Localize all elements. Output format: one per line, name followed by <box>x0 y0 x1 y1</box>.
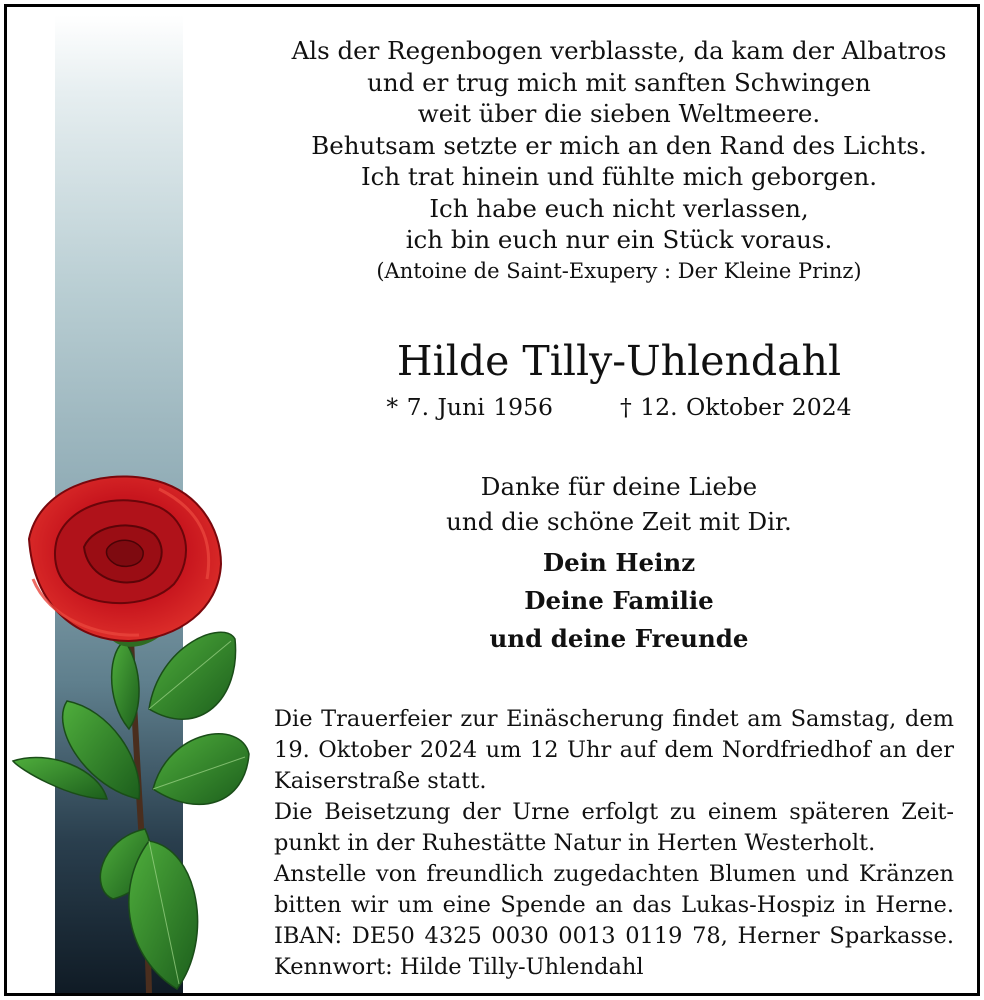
info-line: Kaiserstraße statt. <box>274 768 487 794</box>
poem-line: weit über die sieben Weltmeere. <box>417 99 821 128</box>
keyword-line: Kennwort: Hilde Tilly-Uhlendahl <box>274 954 644 980</box>
thanks-text <box>269 469 969 539</box>
info-line: punkt in der Ruhestätte Natur in Herten Westerholt. <box>274 830 876 856</box>
info-line: Die Beisetzung der Urne erfolgt zu einem späteren Zeit- <box>274 799 954 825</box>
info-line: Anstelle von freundlich zugedachten Blumen und Kränzen <box>274 861 954 887</box>
signer: Dein Heinz <box>542 548 696 577</box>
poem-line: und er trug mich mit sanften Schwingen <box>367 67 871 97</box>
birth-symbol: * <box>386 393 399 421</box>
deceased-name: Hilde Tilly-Uhlendahl <box>396 337 842 385</box>
red-rose-image <box>9 469 251 996</box>
poem <box>269 35 969 287</box>
birth-date: 7. Juni 1956 <box>406 393 553 421</box>
thanks-line: Danke für deine Liebe <box>480 472 758 501</box>
funeral-info <box>274 704 954 983</box>
info-line: bitten wir um eine Spende an das Lukas-Hospiz in Herne. <box>274 892 954 918</box>
signer: und deine Freunde <box>489 624 749 653</box>
poem-line: Ich trat hinein und fühlte mich geborgen. <box>360 162 878 191</box>
poem-line: Als der Regenbogen verblasste, da kam der Albatros <box>291 36 947 65</box>
signers <box>269 544 969 658</box>
poem-source: (Antoine de Saint-Exupery : Der Kleine Prinz) <box>376 258 862 283</box>
poem-line: Behutsam setzte er mich an den Rand des Lichts. <box>311 130 927 160</box>
info-line: Die Trauerfeier zur Einäscherung findet am Samstag, dem <box>274 706 954 732</box>
obituary-frame <box>4 4 980 996</box>
thanks-line: und die schöne Zeit mit Dir. <box>446 507 792 536</box>
life-dates <box>269 392 969 422</box>
poem-line: Ich habe euch nicht verlassen, <box>429 193 809 223</box>
poem-line: ich bin euch nur ein Stück voraus. <box>405 225 833 254</box>
death-cross-symbol: † <box>619 393 632 421</box>
signer: Deine Familie <box>524 586 714 615</box>
death-date: 12. Oktober 2024 <box>640 393 852 421</box>
info-line: 19. Oktober 2024 um 12 Uhr auf dem Nordfriedhof an der <box>274 737 954 763</box>
iban-line: IBAN: DE50 4325 0030 0013 0119 78, Herner Sparkasse. <box>274 923 954 949</box>
